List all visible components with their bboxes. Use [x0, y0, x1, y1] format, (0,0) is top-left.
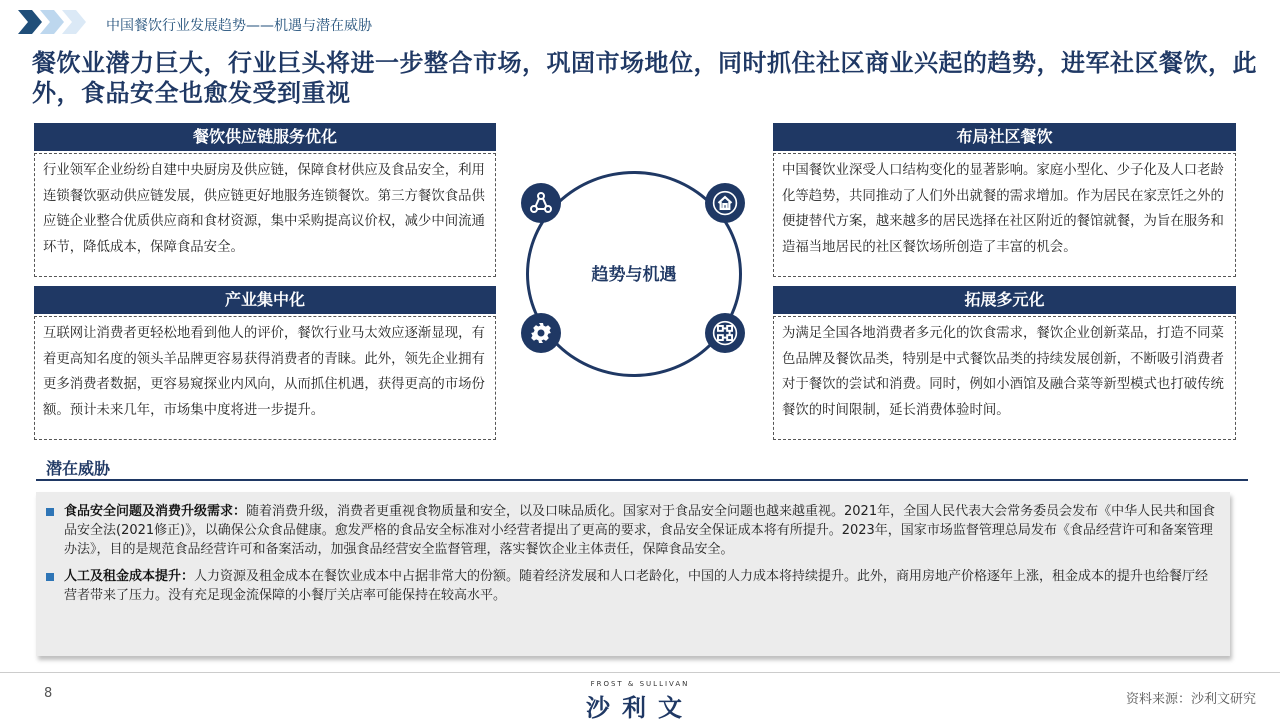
house-icon: [705, 183, 745, 223]
source-note: 资料来源：沙利文研究: [1125, 692, 1256, 707]
network-nodes-icon: [521, 183, 561, 223]
panel-concentration-body: 互联网让消费者更轻松地看到他人的评价，餐饮行业马太效应逐渐显现，有着更高知名度的领头羊品牌更容易获得消费者的青睐。此外，领先企业拥有更多消费者数据，更容易窥探业内风向，从而抓住机遇，获得更高的市场份额。预计未来几年，市场集中度将进一步提升。: [34, 316, 496, 440]
panel-concentration-title: 产业集中化: [34, 286, 496, 314]
threat-item-text: 人力资源及租金成本在餐饮业成本中占据非常大的份额。随着经济发展和人口老龄化，中国的人力成本将持续提升。此外，商用房地产价格逐年上涨，租金成本的提升也给餐厅经营者带来了压力。没有充足现金流保障的小餐厅关店率可能保持在较高水平。: [64, 569, 1209, 603]
gear-icon: [521, 313, 561, 353]
logo-chinese: 沙利文: [586, 694, 694, 720]
panel-supply-chain-body: 行业领军企业纷纷自建中央厨房及供应链，保障食材供应及食品安全，利用连锁餐饮驱动供应链发展，供应链更好地服务连锁餐饮。第三方餐饮食品供应链企业整合优质供应商和食材资源，集中采购提高议价权，减少中间流通环节，降低成本，保障食品安全。: [34, 153, 496, 277]
page-title: 餐饮业潜力巨大，行业巨头将进一步整合市场，巩固市场地位，同时抓住社区商业兴起的趋势，进军社区餐饮，此外，食品安全也愈发受到重视: [32, 49, 1257, 107]
footer-divider: [0, 672, 1280, 673]
threat-item-label: 食品安全问题及消费升级需求：: [64, 504, 247, 519]
panel-community-title: 布局社区餐饮: [773, 123, 1236, 151]
threats-divider: [36, 479, 1248, 481]
panel-diversification-title: 拓展多元化: [773, 286, 1236, 314]
threats-box: [36, 492, 1230, 656]
bullet-square-icon: [46, 573, 54, 581]
breadcrumb: 中国餐饮行业发展趋势——机遇与潜在威胁: [106, 18, 372, 34]
page-number: 8: [44, 686, 53, 701]
bullet-square-icon: [46, 508, 54, 516]
header-chevrons-icon: [18, 10, 94, 34]
threat-item-label: 人工及租金成本提升：: [64, 569, 195, 584]
threat-item: [46, 502, 1216, 559]
hub-label: 趋势与机遇: [591, 265, 677, 285]
panel-diversification-body: 为满足全国各地消费者多元化的饮食需求，餐饮企业创新菜品，打造不同菜色品牌及餐饮品类，特别是中式餐饮品类的持续发展创新，不断吸引消费者对于餐饮的尝试和消费。同时，例如小酒馆及融合菜等新型模式也打破传统餐饮的时间限制，延长消费体验时间。: [773, 316, 1236, 440]
threats-title: 潜在威胁: [46, 459, 111, 478]
logo-english: FROST & SULLIVAN: [590, 680, 690, 688]
panel-community-body: 中国餐饮业深受人口结构变化的显著影响。家庭小型化、少子化及人口老龄化等趋势，共同推动了人们外出就餐的需求增加。作为居民在家烹饪之外的便捷替代方案，越来越多的居民选择在社区附近的餐馆就餐，为旨在服务和造福当地居民的社区餐饮场所创造了丰富的机会。: [773, 153, 1236, 277]
flowchart-icon: [705, 313, 745, 353]
threat-item-text: 随着消费升级，消费者更重视食物质量和安全，以及口味品质化。国家对于食品安全问题也越来越重视。2021年，全国人民代表大会常务委员会发布《中华人民共和国食品安全法(2021修正)》，以确保公众食品健康。愈发严格的食品安全标准对小经营者提出了更高的要求，食品安全保证成本将有所提升。2023年，国家市场监督管理总局发布《食品经营许可和备案管理办法》，目的是规范食品经营许可和备案活动，加强食品经营安全监督管理，落实餐饮企业主体责任，保障食品安全。: [64, 504, 1216, 557]
panel-supply-chain-title: 餐饮供应链服务优化: [34, 123, 496, 151]
threat-item: [46, 567, 1216, 605]
